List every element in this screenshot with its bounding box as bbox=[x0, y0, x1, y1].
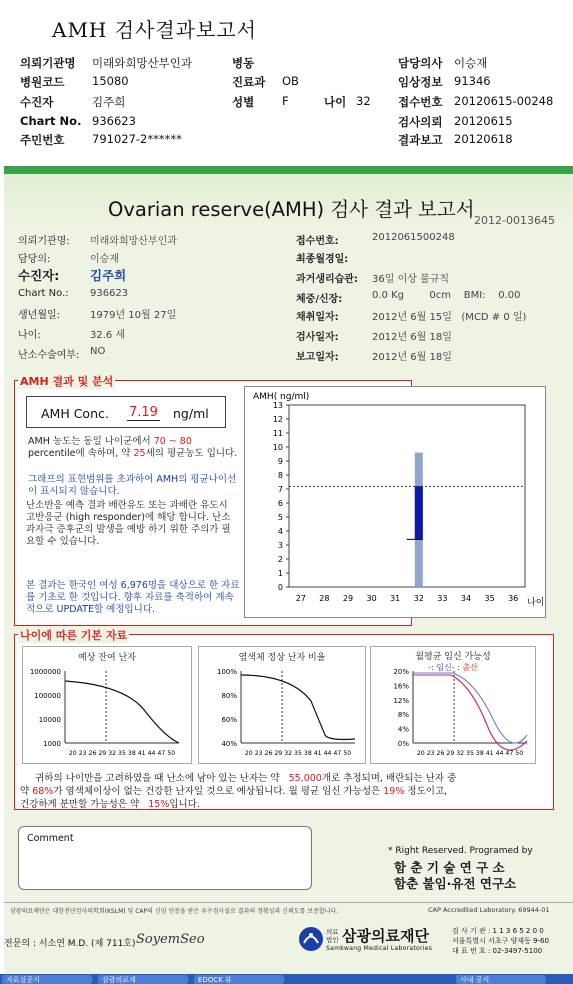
iqr-box bbox=[415, 486, 423, 539]
y-tick-label: 1 bbox=[277, 569, 283, 578]
mini-chart-chromosome bbox=[198, 646, 366, 764]
mini-y-tick-label: 4% bbox=[397, 725, 409, 734]
info-label: 담당의: bbox=[18, 254, 51, 265]
info-value: 김주희 bbox=[90, 268, 127, 283]
mini3-pregnancy-curve bbox=[413, 673, 527, 743]
x-tick-label: 27 bbox=[295, 594, 306, 603]
header-label: 결과보고 bbox=[398, 133, 443, 147]
taskbar-tab-4[interactable]: 사내 공지 bbox=[456, 975, 546, 984]
foundation-logo-icon bbox=[298, 926, 324, 952]
y-tick-label: 8 bbox=[277, 471, 283, 480]
info-value: 1979년 10월 27일 bbox=[90, 310, 177, 321]
mini-chart-eggs-svg bbox=[23, 647, 193, 765]
y-tick-label: 11 bbox=[272, 429, 283, 438]
comment-label: Comment bbox=[27, 833, 74, 844]
header-label: 주민번호 bbox=[20, 133, 65, 147]
chart-y-label: AMH( ng/ml) bbox=[253, 392, 310, 402]
header-label: 병원코드 bbox=[20, 75, 65, 89]
header-value: 미래와희망산부인과 bbox=[92, 56, 192, 70]
info-value: 2012년 6월 18일 bbox=[372, 352, 452, 363]
info-value: 0.0 Kg 0cm BMI: 0.00 bbox=[372, 290, 521, 301]
x-tick-label: 32 bbox=[413, 594, 424, 603]
y-tick-label: 9 bbox=[277, 457, 283, 466]
amh-para-4: 본 결과는 한국인 여성 6,976명을 대상으로 한 자료를 기초로 한 것입니다. 향후 자료를 축적하여 계속적으로 UPDATE할 예정입니다. bbox=[26, 580, 240, 615]
y-tick-label: 7 bbox=[277, 485, 283, 494]
mini-chart-pregnancy-svg bbox=[371, 647, 537, 765]
info-value: 36일 이상 불규칙 bbox=[372, 274, 450, 285]
header-label: 진료과 bbox=[232, 75, 266, 89]
mini-chart-pregnancy-title: 월평균 임신 가능성 bbox=[415, 652, 491, 662]
info-value: 2012년 6월 18일 bbox=[372, 332, 452, 343]
foundation-small: 의료법인 bbox=[326, 928, 339, 944]
header-label: 의뢰기관명 bbox=[20, 56, 76, 70]
info-value: 2012061500248 bbox=[372, 232, 455, 243]
rights-text: * Right Reserved. Programed by bbox=[388, 846, 533, 856]
info-label: Chart No.: bbox=[18, 288, 69, 299]
mini-y-tick-label: 100000 bbox=[34, 692, 61, 700]
signature: SoyemSeo bbox=[136, 932, 205, 947]
y-tick-label: 5 bbox=[277, 513, 283, 522]
mini-chart-chromosome-svg bbox=[199, 647, 367, 765]
amh-para-3: 난소반응 예측 결과 배란유도 또는 과배란 유도시 고반응군 (high responder)에 해당 합니다. 난소과자극 증후군의 발생을 예방 하기 위한 주의가 필요할 수 있습니다. bbox=[26, 500, 231, 547]
chart-x-label: 나이 bbox=[527, 598, 545, 608]
mini-chart-eggs bbox=[22, 646, 192, 764]
mini-chart-pregnancy bbox=[370, 646, 536, 764]
info-value: 936623 bbox=[90, 288, 129, 299]
x-tick-label: 28 bbox=[319, 594, 330, 603]
amh-conc-label: AMH Conc. bbox=[41, 406, 109, 421]
info-value: 32.6 세 bbox=[90, 330, 126, 341]
mini-x-tick-labels: 20 23 26 29 32 35 38 41 44 47 50 bbox=[68, 750, 176, 757]
y-tick-label: 2 bbox=[277, 555, 283, 564]
mini-x-tick-labels: 20 23 26 29 32 35 38 41 44 47 50 bbox=[244, 750, 352, 757]
summary-text: 귀하의 나이만을 고려하였을 때 난소에 남아 있는 난자는 약 55,000개로 추정되며, 배란되는 난자 중 약 68%가 염색체이상이 없는 건강한 난자일 것으로 예상됩니다. 월 평균 임신 가능성은 19% 정도이고, 건강하게 분만할 가능성은 약 15%입니다. bbox=[20, 773, 457, 810]
y-tick-label: 12 bbox=[272, 415, 283, 424]
mini-y-tick-label: 60% bbox=[221, 716, 237, 724]
header-label: 임상정보 bbox=[398, 75, 443, 89]
info-label: 생년월일: bbox=[18, 310, 61, 321]
amh-para-1: AMH 농도는 동일 나이군에서 70 ~ 80 percentile에 속하며, 약 25세의 평균농도 입니다. bbox=[28, 436, 238, 459]
mini-y-tick-label: 100% bbox=[216, 668, 237, 676]
mini-y-tick-label: 8% bbox=[397, 711, 409, 720]
y-tick-label: 4 bbox=[277, 527, 283, 536]
y-tick-label: 0 bbox=[277, 583, 283, 592]
mini-y-tick-label: 0% bbox=[397, 740, 409, 748]
amh-conc-value: 7.19 bbox=[129, 405, 158, 420]
info-value: 2012년 6월 15일 (MCD # 0 일) bbox=[372, 312, 527, 323]
x-tick-label: 33 bbox=[437, 594, 448, 603]
info-label: 과거생리습관: bbox=[296, 274, 358, 285]
mini-chart-pregnancy-legend: -: 임신- : 출산 bbox=[428, 663, 478, 672]
header-label: Chart No. bbox=[20, 114, 82, 128]
mini-y-tick-label: 1000000 bbox=[29, 668, 61, 676]
specialist: 전문의 : 서소연 M.D. (제 711호) bbox=[4, 939, 136, 949]
amh-conc-box bbox=[26, 396, 226, 428]
header-value: F bbox=[282, 94, 289, 108]
info-label: 체중/신장: bbox=[296, 294, 343, 305]
x-tick-label: 35 bbox=[484, 594, 495, 603]
x-tick-label: 30 bbox=[366, 594, 377, 603]
comment-box bbox=[18, 826, 312, 890]
chart-plot-area bbox=[289, 405, 525, 587]
mini-chart-eggs-title: 예상 잔여 난자 bbox=[78, 653, 136, 663]
header-value: 20120615-00248 bbox=[454, 94, 554, 108]
header-label: 담당의사 bbox=[398, 56, 443, 70]
mini-y-tick-label: 20% bbox=[393, 668, 409, 676]
info-label: 난소수술여부: bbox=[18, 350, 80, 361]
report-page bbox=[4, 166, 573, 984]
amh-chart-box bbox=[244, 386, 546, 618]
mini2-curve bbox=[241, 675, 355, 740]
y-tick-label: 6 bbox=[277, 499, 283, 508]
info-label: 의뢰기관명: bbox=[18, 236, 70, 247]
contact-info: 검 사 기 관 : 1 1 3 6 5 2 0 0 서울특별시 서초구 양재동 9-60 대 표 번 호 : 02-3497-5100 bbox=[452, 927, 549, 955]
info-label: 보고일자: bbox=[296, 352, 339, 363]
header-label: 접수번호 bbox=[398, 95, 443, 109]
mini-y-tick-label: 12% bbox=[393, 696, 409, 705]
header-value: 32 bbox=[356, 94, 371, 108]
foundation-en: Samkwang Medical Laboratories bbox=[326, 945, 433, 952]
header-label: 수진자 bbox=[20, 95, 54, 109]
taskbar-tab-3[interactable]: EDOCK 뷰 bbox=[194, 975, 284, 984]
taskbar-tab-1[interactable]: 자료실공지 bbox=[2, 975, 92, 984]
foundation-name: 삼광의료재단 bbox=[342, 927, 429, 945]
cap-text: CAP Accredited Laboratory. 69944-01 bbox=[428, 906, 550, 914]
info-label: 접수번호: bbox=[296, 236, 339, 247]
header-value: 이승재 bbox=[454, 56, 488, 70]
mini-y-tick-label: 40% bbox=[221, 740, 237, 748]
mini1-curve bbox=[65, 681, 179, 743]
info-label: 채취일자: bbox=[296, 312, 339, 323]
header-label: 병동 bbox=[232, 56, 255, 70]
header-value: 20120615 bbox=[454, 114, 513, 128]
amh-para-2: 그래프의 표현범위를 초과하여 AMH의 평균나이선이 표시되지 않습니다. bbox=[28, 474, 237, 497]
report-number: 2012-0013645 bbox=[474, 214, 555, 227]
info-value: 이승재 bbox=[90, 254, 119, 265]
base-section-title: 나이에 따른 기본 자료 bbox=[20, 629, 128, 642]
header-label: 나이 bbox=[324, 95, 347, 109]
mini-y-tick-label: 10000 bbox=[38, 716, 61, 724]
mini-y-tick-label: 16% bbox=[393, 682, 409, 691]
org-name-1: 함 춘 기 술 연 구 소 bbox=[394, 860, 505, 875]
info-label: 나이: bbox=[18, 330, 41, 341]
header-value: 김주희 bbox=[92, 95, 126, 109]
header-value: 936623 bbox=[92, 114, 136, 128]
info-value: 미래와희망산부인과 bbox=[90, 236, 177, 247]
amh-chart bbox=[245, 387, 545, 617]
header-value: 20120618 bbox=[454, 132, 513, 146]
info-label: 최종월경일: bbox=[296, 254, 349, 265]
header-title: AMH 검사결과보고서 bbox=[52, 18, 257, 42]
report-title: Ovarian reserve(AMH) 검사 결과 보고서 bbox=[108, 198, 475, 221]
footer-note: 삼광의료재단은 대한진단검사의학회(KSLM) 및 CAP의 신임 인증을 받은 우수검사실로 결과의 정확성과 신뢰도를 보증합니다. bbox=[10, 908, 339, 915]
y-tick-label: 10 bbox=[272, 443, 283, 452]
y-tick-label: 13 bbox=[272, 401, 283, 410]
org-name-2: 함춘 불임·유전 연구소 bbox=[394, 876, 517, 891]
amh-section-title: AMH 결과 및 분석 bbox=[20, 375, 114, 388]
mini-y-tick-label: 1000 bbox=[43, 740, 61, 748]
x-tick-label: 34 bbox=[460, 594, 472, 603]
taskbar-tab-2[interactable]: 삼광의료재 bbox=[98, 975, 188, 984]
info-label: 수진자: bbox=[18, 268, 60, 283]
info-label: 검사일자: bbox=[296, 332, 339, 343]
amh-conc-unit: ng/ml bbox=[173, 406, 209, 421]
header-value: OB bbox=[282, 74, 299, 88]
header-label: 검사의뢰 bbox=[398, 115, 443, 129]
x-tick-label: 31 bbox=[390, 594, 401, 603]
mini-y-tick-label: 80% bbox=[221, 692, 237, 700]
header-value: 15080 bbox=[92, 74, 129, 88]
divider bbox=[4, 902, 573, 903]
header-value: 91346 bbox=[454, 74, 491, 88]
x-tick-label: 29 bbox=[342, 594, 354, 603]
info-value: NO bbox=[90, 346, 106, 357]
x-tick-label: 36 bbox=[508, 594, 519, 603]
mini3-birth-curve bbox=[413, 675, 527, 750]
mini-chart-chromosome-title: 염색체 정상 난자 비율 bbox=[238, 653, 326, 663]
mini-x-tick-labels: 20 23 26 29 32 35 38 41 44 47 50 bbox=[416, 750, 524, 757]
y-tick-label: 3 bbox=[277, 541, 283, 550]
top-strip bbox=[4, 166, 573, 174]
header-value: 791027-2****** bbox=[92, 132, 182, 146]
header-label: 성별 bbox=[232, 95, 255, 109]
